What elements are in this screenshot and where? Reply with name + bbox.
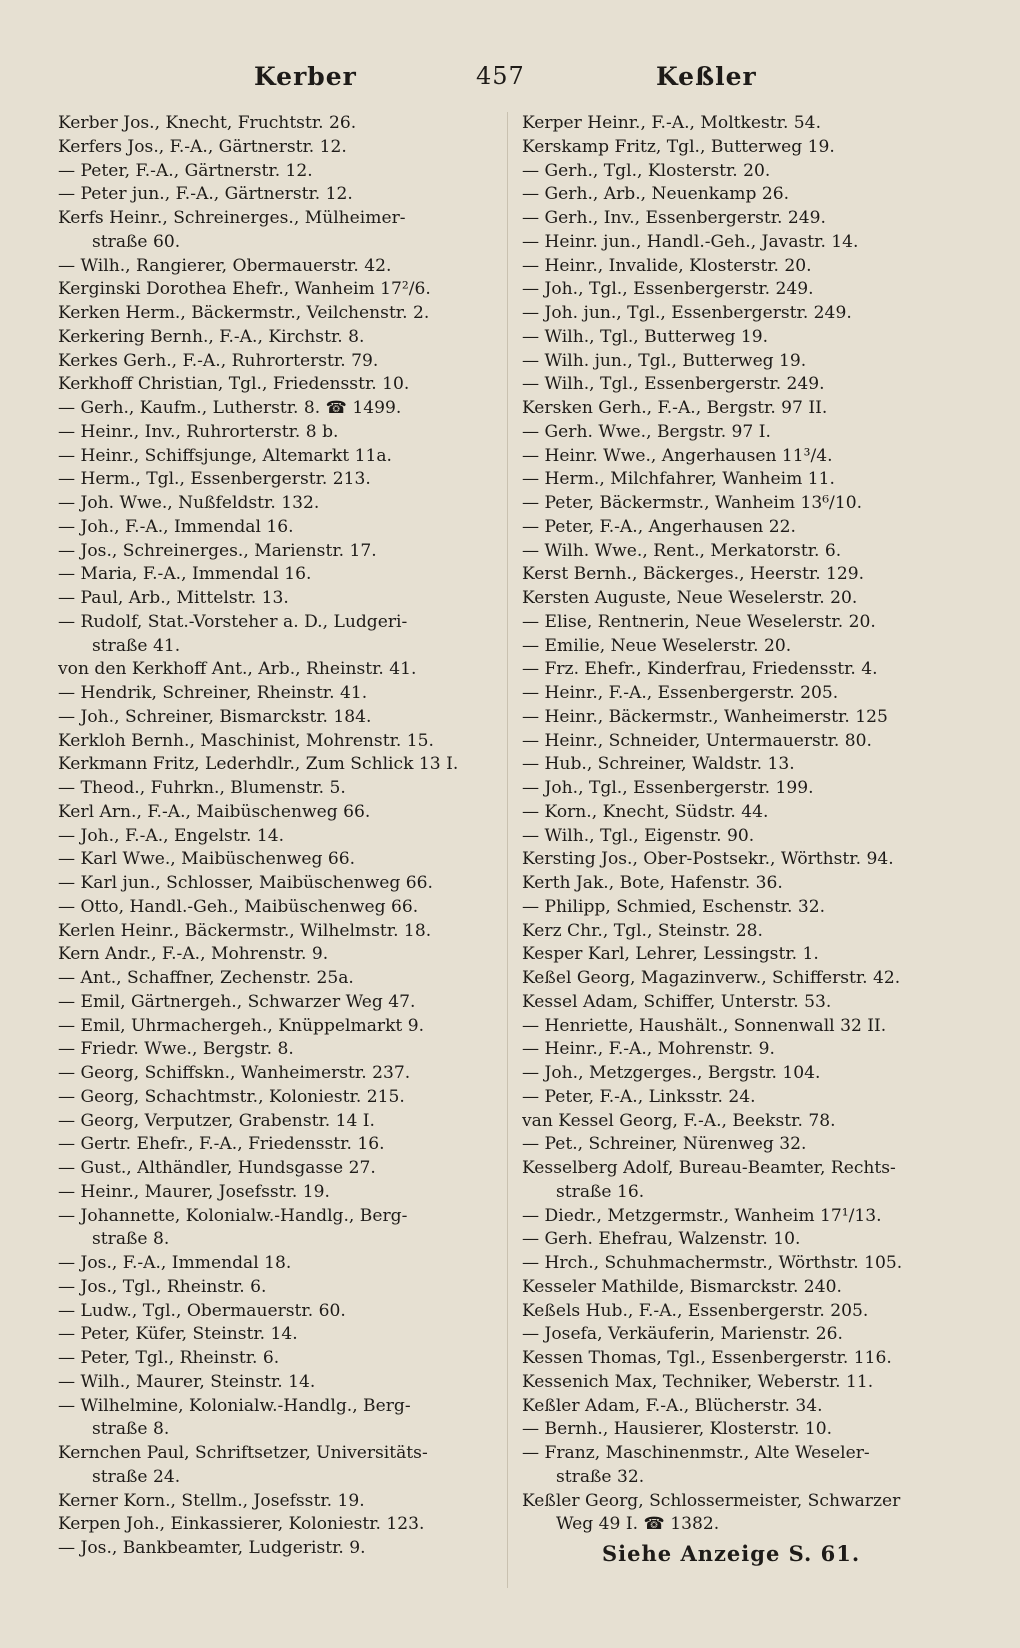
directory-entry: van Kessel Georg, F.-A., Beekstr. 78. [522,1110,836,1131]
directory-entry: straße 32. [556,1466,645,1487]
directory-entry: Kerl Arn., F.-A., Maibüschenweg 66. [58,801,371,822]
directory-entry: — Joh., F.-A., Immendal 16. [58,516,294,537]
directory-entry: — Elise, Rentnerin, Neue Weselerstr. 20. [522,611,876,632]
directory-entry: Kesper Karl, Lehrer, Lessingstr. 1. [522,944,819,965]
directory-entry: Keßel Georg, Magazinverw., Schifferstr. 42. [522,968,901,988]
directory-entry: — Heinr. jun., Handl.-Geh., Javastr. 14. [522,231,859,252]
directory-entry: — Wilh., Maurer, Steinstr. 14. [58,1371,316,1392]
directory-entry: Kesselberg Adolf, Bureau-Beamter, Rechts- [522,1158,896,1178]
directory-entry: — Gerh. Wwe., Bergstr. 97 I. [522,421,771,442]
directory-entry: — Georg, Verputzer, Grabenstr. 14 I. [58,1110,375,1131]
directory-entry: straße 24. [92,1466,181,1487]
directory-entry: — Franz, Maschinenmstr., Alte Weseler- [522,1443,870,1463]
directory-entry: Kerst Bernh., Bäckerges., Heerstr. 129. [522,564,865,585]
directory-entry: — Ludw., Tgl., Obermauerstr. 60. [58,1300,346,1321]
directory-entry: — Joh., Tgl., Essenbergerstr. 249. [522,279,814,300]
directory-entry: Kersken Gerh., F.-A., Bergstr. 97 II. [522,398,828,418]
directory-entry: — Gerh., Arb., Neuenkamp 26. [522,184,790,205]
left-column [58,112,493,1561]
directory-entry: — Joh., Schreiner, Bismarckstr. 184. [58,706,372,727]
directory-entry: — Bernh., Hausierer, Klosterstr. 10. [522,1419,833,1440]
directory-entry: — Ant., Schaffner, Zechenstr. 25a. [58,968,354,988]
directory-entry: — Joh. jun., Tgl., Essenbergerstr. 249. [522,303,852,323]
directory-entry: — Herm., Tgl., Essenbergerstr. 213. [58,469,371,490]
directory-entry: Kerginski Dorothea Ehefr., Wanheim 17²/6. [58,279,431,300]
directory-entry: — Jos., F.-A., Immendal 18. [58,1253,292,1273]
directory-entry: — Peter, F.-A., Gärtnerstr. 12. [58,160,313,181]
directory-entry: Kerth Jak., Bote, Hafenstr. 36. [522,873,783,893]
directory-entry: Kessen Thomas, Tgl., Essenbergerstr. 116. [522,1348,892,1368]
header-left-word: Kerber [254,62,357,91]
directory-entry: — Peter, Bäckermstr., Wanheim 13⁶/10. [522,493,863,513]
directory-entry: Kerkes Gerh., F.-A., Ruhrorterstr. 79. [58,350,379,371]
directory-entry: — Herm., Milchfahrer, Wanheim 11. [522,469,835,490]
directory-entry: — Heinr., F.-A., Essenbergerstr. 205. [522,683,839,703]
directory-entry: straße 8. [92,1419,170,1440]
directory-entry: — Korn., Knecht, Südstr. 44. [522,801,769,822]
directory-entry: Kerkmann Fritz, Lederhdlr., Zum Schlick 13 I. [58,754,459,775]
directory-entry: — Frz. Ehefr., Kinderfrau, Friedensstr. 4. [522,659,878,680]
directory-entry: — Peter, F.-A., Linksstr. 24. [522,1086,756,1107]
directory-entry: — Wilh. jun., Tgl., Butterweg 19. [522,350,807,371]
directory-entry: — Jos., Bankbeamter, Ludgeristr. 9. [58,1538,366,1558]
directory-entry: — Heinr., Bäckermstr., Wanheimerstr. 125 [522,706,888,727]
directory-entry: Kerkloh Bernh., Maschinist, Mohrenstr. 15. [58,730,434,751]
directory-entry: — Georg, Schachtmstr., Koloniestr. 215. [58,1086,405,1107]
right-column [522,112,962,1566]
directory-entry: straße 16. [556,1181,645,1202]
directory-entry: — Emil, Gärtnergeh., Schwarzer Weg 47. [58,991,416,1012]
directory-entry: — Karl jun., Schlosser, Maibüschenweg 66. [58,873,433,893]
directory-entry: — Philipp, Schmied, Eschenstr. 32. [522,896,826,917]
page-header [0,62,1020,98]
directory-entry: — Heinr., Inv., Ruhrorterstr. 8 b. [58,421,339,442]
directory-entry: — Hrch., Schuhmachermstr., Wörthstr. 105. [522,1253,903,1273]
directory-entry: straße 60. [92,231,181,252]
directory-entry: Kern Andr., F.-A., Mohrenstr. 9. [58,944,329,965]
directory-entry: — Maria, F.-A., Immendal 16. [58,564,312,585]
directory-entry: von den Kerkhoff Ant., Arb., Rheinstr. 41. [58,659,417,680]
directory-entry: — Peter, Küfer, Steinstr. 14. [58,1324,298,1345]
directory-entry: — Jos., Tgl., Rheinstr. 6. [58,1276,267,1297]
directory-entry: — Peter, Tgl., Rheinstr. 6. [58,1348,280,1368]
directory-entry: — Gerh., Kaufm., Lutherstr. 8. ☎ 1499. [58,398,402,418]
directory-entry: — Heinr. Wwe., Angerhausen 11³/4. [522,445,833,466]
column-divider [507,112,508,1588]
directory-entry: Kerskamp Fritz, Tgl., Butterweg 19. [522,136,835,157]
directory-entry: Kersting Jos., Ober-Postsekr., Wörthstr. 94. [522,849,894,870]
directory-entry: Kerlen Heinr., Bäckermstr., Wilhelmstr. 18. [58,920,432,941]
directory-entry: — Joh., Metzgerges., Bergstr. 104. [522,1063,821,1083]
directory-entry: Kerkering Bernh., F.-A., Kirchstr. 8. [58,326,365,347]
directory-entry: Kessenich Max, Techniker, Weberstr. 11. [522,1371,874,1392]
directory-entry: — Heinr., Maurer, Josefsstr. 19. [58,1181,330,1202]
directory-entry: — Friedr. Wwe., Bergstr. 8. [58,1039,294,1060]
directory-entry: Kersten Auguste, Neue Weselerstr. 20. [522,588,858,608]
directory-entry: Kerkhoff Christian, Tgl., Friedensstr. 10. [58,374,410,395]
directory-entry: — Heinr., Schneider, Untermauerstr. 80. [522,730,872,751]
directory-entry: — Rudolf, Stat.-Vorsteher a. D., Ludgeri- [58,611,408,632]
directory-entry: — Wilhelmine, Kolonialw.-Handlg., Berg- [58,1395,411,1416]
directory-entry: — Peter, F.-A., Angerhausen 22. [522,516,796,537]
directory-entry: straße 8. [92,1229,170,1250]
directory-entry: straße 41. [92,635,181,656]
directory-entry: — Gertr. Ehefr., F.-A., Friedensstr. 16. [58,1134,385,1155]
directory-entry: — Wilh., Rangierer, Obermauerstr. 42. [58,255,392,276]
directory-entry: — Wilh., Tgl., Butterweg 19. [522,326,769,347]
directory-entry: — Hub., Schreiner, Waldstr. 13. [522,754,795,775]
directory-entry: Kerper Heinr., F.-A., Moltkestr. 54. [522,113,821,133]
directory-entry: — Joh. Wwe., Nußfeldstr. 132. [58,493,320,513]
directory-entry: — Gerh., Tgl., Klosterstr. 20. [522,160,771,181]
directory-entry: — Heinr., Schiffsjunge, Altemarkt 11a. [58,445,392,466]
directory-entry: Kerken Herm., Bäckermstr., Veilchenstr. 2. [58,303,430,323]
directory-entry: — Pet., Schreiner, Nürenweg 32. [522,1134,807,1155]
directory-entry: — Emil, Uhrmachergeh., Knüppelmarkt 9. [58,1015,425,1036]
directory-entry: — Otto, Handl.-Geh., Maibüschenweg 66. [58,896,419,917]
directory-entry: — Jos., Schreinerges., Marienstr. 17. [58,540,377,561]
directory-entry: — Joh., Tgl., Essenbergerstr. 199. [522,778,814,798]
directory-entry: — Johannette, Kolonialw.-Handlg., Berg- [58,1205,408,1226]
directory-entry: — Wilh. Wwe., Rent., Merkatorstr. 6. [522,540,842,561]
directory-entry: — Henriette, Haushält., Sonnenwall 32 II. [522,1015,887,1036]
directory-entry: — Karl Wwe., Maibüschenweg 66. [58,849,356,870]
directory-entry: — Heinr., F.-A., Mohrenstr. 9. [522,1039,775,1060]
directory-entry: — Gerh., Inv., Essenbergerstr. 249. [522,208,826,228]
header-right-word: Keßler [656,62,757,91]
directory-entry: — Wilh., Tgl., Eigenstr. 90. [522,825,755,846]
directory-entry: — Wilh., Tgl., Essenbergerstr. 249. [522,374,825,395]
directory-entry: Kerz Chr., Tgl., Steinstr. 28. [522,920,763,941]
directory-entry: — Theod., Fuhrkn., Blumenstr. 5. [58,778,346,798]
page-number: 457 [476,62,525,90]
directory-entry: — Heinr., Invalide, Klosterstr. 20. [522,255,812,276]
directory-entry: Kessel Adam, Schiffer, Unterstr. 53. [522,991,832,1012]
directory-entry: — Emilie, Neue Weselerstr. 20. [522,635,792,656]
directory-entry: Keßler Adam, F.-A., Blücherstr. 34. [522,1395,823,1416]
directory-entry: — Josefa, Verkäuferin, Marienstr. 26. [522,1324,843,1345]
directory-entry: Kerpen Joh., Einkassierer, Koloniestr. 123. [58,1514,425,1535]
directory-entry: — Paul, Arb., Mittelstr. 13. [58,588,289,608]
directory-entry: — Hendrik, Schreiner, Rheinstr. 41. [58,683,368,703]
directory-entry: — Georg, Schiffskn., Wanheimerstr. 237. [58,1063,411,1083]
directory-entry: — Gerh. Ehefrau, Walzenstr. 10. [522,1229,801,1250]
directory-entry: Kerfs Heinr., Schreinerges., Mülheimer- [58,208,406,228]
directory-entry: Kesseler Mathilde, Bismarckstr. 240. [522,1276,842,1297]
directory-entry: Kerber Jos., Knecht, Fruchtstr. 26. [58,113,357,133]
directory-entry: Keßels Hub., F.-A., Essenbergerstr. 205. [522,1300,869,1321]
directory-entry: Kernchen Paul, Schriftsetzer, Universitäts- [58,1443,428,1463]
directory-entry: — Diedr., Metzgermstr., Wanheim 17¹/13. [522,1205,882,1226]
advert-reference: Siehe Anzeige S. 61. [602,1541,861,1566]
directory-entry: — Peter jun., F.-A., Gärtnerstr. 12. [58,184,353,205]
directory-entry: Keßler Georg, Schlossermeister, Schwarzer [522,1490,901,1511]
directory-entry: — Joh., F.-A., Engelstr. 14. [58,825,285,846]
directory-entry: Kerfers Jos., F.-A., Gärtnerstr. 12. [58,136,347,157]
directory-entry: Kerner Korn., Stellm., Josefsstr. 19. [58,1490,365,1511]
directory-entry: Weg 49 I. ☎ 1382. [556,1514,720,1535]
directory-entry: — Gust., Althändler, Hundsgasse 27. [58,1158,376,1178]
